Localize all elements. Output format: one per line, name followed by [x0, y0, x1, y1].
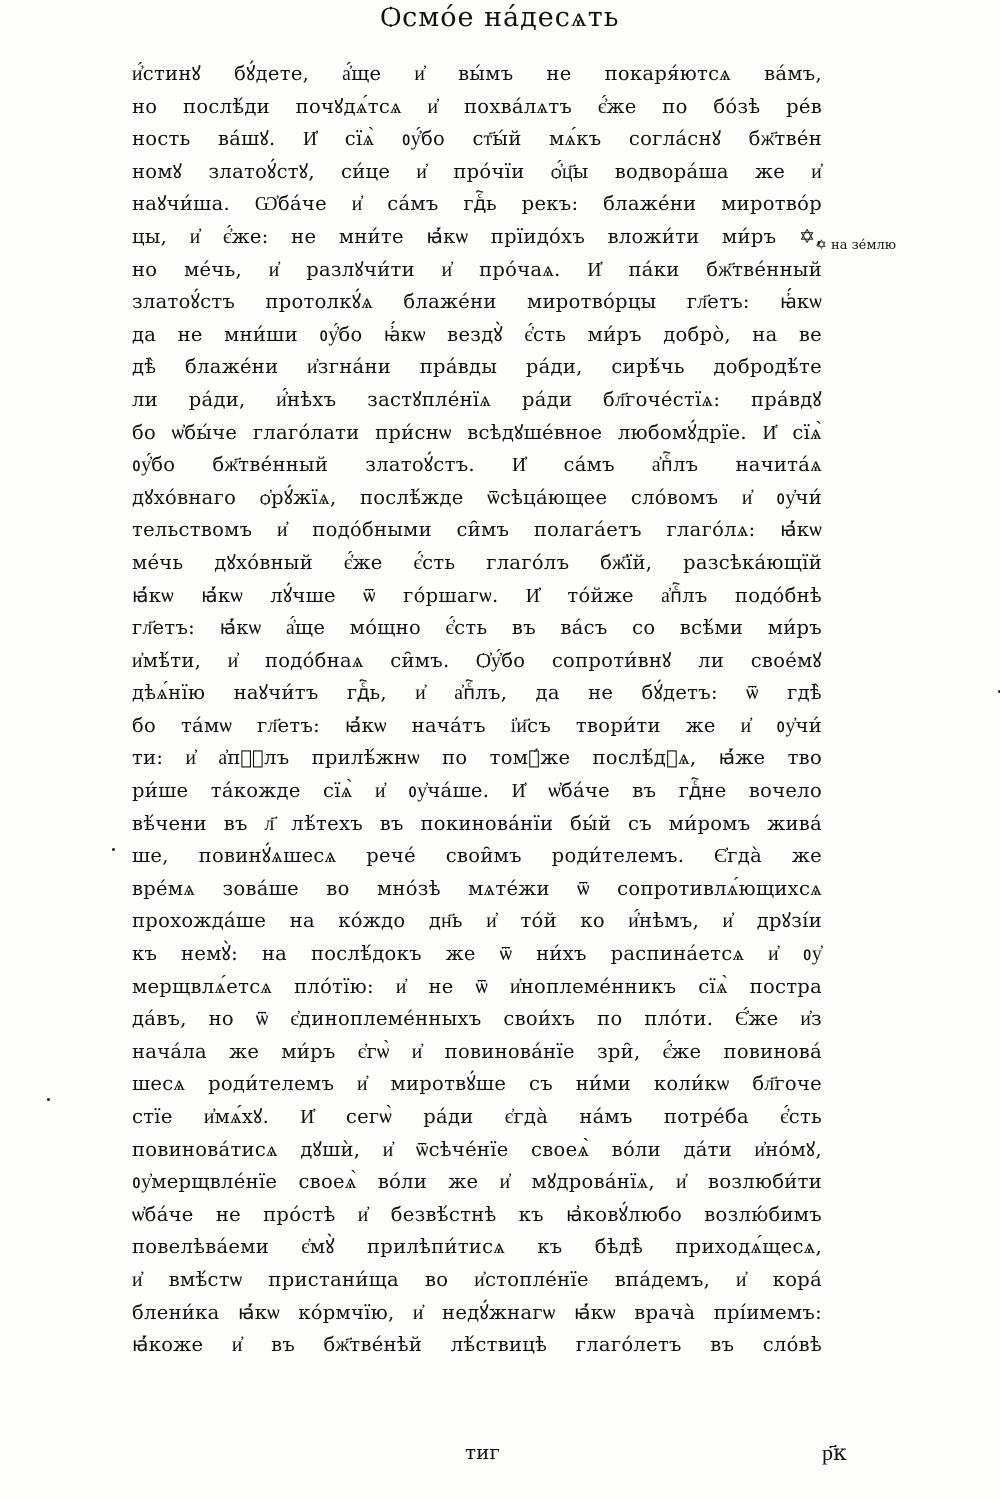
text-line: и҆ вмѣ́стѡ пристани́ща во и҆стопле́нїе впа́демъ, и҆ кора́	[132, 1267, 822, 1291]
text-line	[132, 1362, 822, 1395]
ink-speck	[112, 848, 115, 851]
text-line: ᲂу҆мерщвле́нїе своеѧ̀ во́ли же и҆ мꙋдрова́нїѧ, и҆ возлюби́ти	[132, 1170, 822, 1194]
text-line: ꙗ҆́коже и҆ въ бж҃тве́нѣй лѣ́ствицѣ глаго́летъ въ сло́вѣ	[132, 1333, 822, 1357]
text-line: стїе и҆мѧ́хꙋ. И҆ сегѡ̀ ра́ди є҆гда̀ на́мъ потре́ба є҆́сть	[132, 1105, 822, 1128]
signature-mark: тиг	[465, 1440, 500, 1464]
text-line: повелѣва́еми є҆мꙋ̀ прилѣпи́тисѧ къ бѣдѣ̀ приходѧ́щесѧ,	[132, 1235, 822, 1259]
text-line: ри́ше та́кожде сїѧ̀ и҆ ᲂу҆ча́ше. И҆ ѡ҆ба́че въ гдⷭ҇не вочело	[132, 779, 822, 803]
text-line: ли ра́ди, и҆́нѣхъ застꙋпле́нїѧ ра́ди бл҃гоче́стїѧ: пра́вдꙋ	[132, 387, 822, 411]
text-line: бо ѡ҆бы́че глаго́лати при́снѡ всѣдꙋше́вное любомꙋ́дрїе. И҆ сїѧ̀	[132, 420, 822, 444]
body-text	[132, 58, 822, 1394]
text-line: но послѣ́ди почꙋдѧ́тсѧ и҆ похва́лѧтъ є҆́же по бо́зѣ ре́в	[132, 94, 822, 118]
text-line: нача́ла же ми́ръ є҆гѡ̀ и҆ повинова́нїе зри̑, є҆́же повинова́	[132, 1039, 822, 1063]
text-line: ꙗ҆́кѡ ꙗ҆́кѡ лꙋ́чше ѿ го́ршагѡ. И҆ то́йже а҆пⷭ҇лъ подо́бнѣ	[132, 583, 822, 607]
text-line: ᲂу҆́бо бж҃тве́нный златоꙋ́стъ. И҆ са́мъ а҆пⷭ҇лъ начита́ѧ	[132, 453, 822, 477]
text-line: и҆мѣ́ти, и҆ подо́бнаѧ си̑мъ. Ѻ҆у҆́бо сопроти́внꙋ ли свое́мꙋ	[132, 648, 822, 672]
text-line: наꙋчи́ша. Ѡ҆ба́че и҆ са́мъ гдⷭ҇ь рекъ: блаже́ни миротво́р	[132, 192, 822, 216]
text-line: блени́ка ꙗ҆́кѡ ко́рмчїю, и҆ недꙋ́жнагѡ ꙗ҆́кѡ врача̀ прі́имемъ:	[132, 1300, 822, 1324]
text-line: шесѧ роди́телемъ и҆ миротвꙋ́ше съ ни́ми коли́кѡ бл҃гоче	[132, 1072, 822, 1096]
text-line: цы, и҆ є҆́же: не мни́те ꙗ҆́кѡ прїидо́хъ вложи́ти ми́ръ ✡,	[132, 224, 822, 248]
text-line: прохожда́ше на ко́ждо дн҃ь и҆ то́й ко и҆́нѣмъ, и҆ дрꙋзі́и	[132, 909, 822, 933]
text-line: но ме́чь, и҆ разлꙋчи́ти и҆ про́чаѧ. И҆ па́ки бж҃тве́нный	[132, 257, 822, 281]
text-line: дѣѧ́нїю наꙋчи́тъ гдⷭ҇ь, и҆ а҆пⷭ҇лъ, да не бꙋ́детъ: ѿ гдѣ̀	[132, 681, 822, 705]
text-line: ше, повинꙋ́ѧшесѧ рече́ свои̑мъ роди́телемъ. Є҆гда̀ же	[132, 844, 822, 868]
text-line: ти: и҆ а҆пⷭ҇лъ прилѣ́жнѡ по томꙋ́же послѣ́дꙋѧ, ꙗ҆́же тво	[132, 746, 822, 770]
text-line: повинова́тисѧ дꙋшѝ, и҆ ѿсѣче́нїе своеѧ̀ во́ли да́ти и҆но́мꙋ,	[132, 1137, 822, 1161]
folio-number: р҃к	[822, 1441, 847, 1466]
text-line: вре́мѧ зова́ше во мно́зѣ мѧте́жи ѿ сопротивлѧ́ющихсѧ	[132, 876, 822, 900]
text-line: бо та́мѡ гл҃етъ: ꙗ҆́кѡ нача́тъ і҆и҃съ твори́ти же и҆ ᲂу҆чи́	[132, 713, 822, 737]
text-line: ме́чь дꙋхо́вный є҆́же є҆́сть глаго́лъ бж҃їй, разсѣка́ющїй	[132, 550, 822, 574]
text-line: и҆́стинꙋ бꙋ́дете, а҆́ще и҆ вы́мъ не покаря́ютсѧ ва́мъ,	[132, 62, 822, 85]
text-line: ѡ҆ба́че не про́стѣ и҆ безвѣ́стнѣ къ ꙗ҆ковꙋ́любо возлю́бимъ	[132, 1202, 822, 1226]
text-line: вѣ́чени въ л҃ лѣ́техъ въ покинова́нїи бы́й съ ми́ромъ жива́	[132, 811, 822, 835]
text-line: къ немꙋ̀: на послѣ́докъ же ѿ ни́хъ распина́етсѧ и҆ ᲂу҆	[132, 942, 822, 966]
margin-note: ✡ на зе́млю	[816, 238, 897, 253]
text-line: гл҃етъ: ꙗ҆́кѡ а҆́ще мо́щно є҆́сть въ ва́съ со всѣ́ми ми́ръ	[132, 616, 822, 640]
text-line: тельствомъ и҆ подо́бными си̑мъ полага́етъ глаго́лѧ: ꙗ҆́кѡ	[132, 518, 822, 542]
text-line: да́въ, но ѿ є҆диноплеме́нныхъ свои́хъ по пло́ти. Є҆́же и҆з	[132, 1007, 822, 1031]
ink-speck	[47, 1098, 50, 1101]
text-line: да не мни́ши ᲂу҆́бо ꙗ҆́кѡ вездꙋ̀ є҆́сть ми́ръ добро̀, на ве	[132, 322, 822, 346]
text-line: номꙋ златоꙋ́стꙋ, си́це и҆ про́чїи ѻ҆́ц҃ы водвора́ша же и҆	[132, 159, 822, 183]
text-line: мерщвлѧ́етсѧ пло́тїю: и҆ не ѿ и҆ноплеме́нникъ сїѧ̀ постра	[132, 974, 822, 998]
text-line: дꙋхо́внаго ѻ҆рꙋ́жїѧ, послѣ́жде ѿсѣца́ющее сло́вомъ и҆ ᲂу҆чи́	[132, 485, 822, 509]
page-header: Ѻсмо́е на́десѧть	[380, 2, 620, 33]
text-line: ность ва́шꙋ. И҆ сїѧ̀ ᲂу҆́бо ст҃ы́й мѧ́къ согла́снꙋ бж҃тве́н	[132, 127, 822, 151]
text-line: златоꙋ́стъ протолкꙋ́ѧ блаже́ни миротво́рцы гл҃етъ: ꙗ҆́кѡ	[132, 290, 822, 314]
text-line: дѣ̀ блаже́ни и҆згна́ни пра́вды ра́ди, сирѣ́чь добродѣ́те	[132, 355, 822, 379]
